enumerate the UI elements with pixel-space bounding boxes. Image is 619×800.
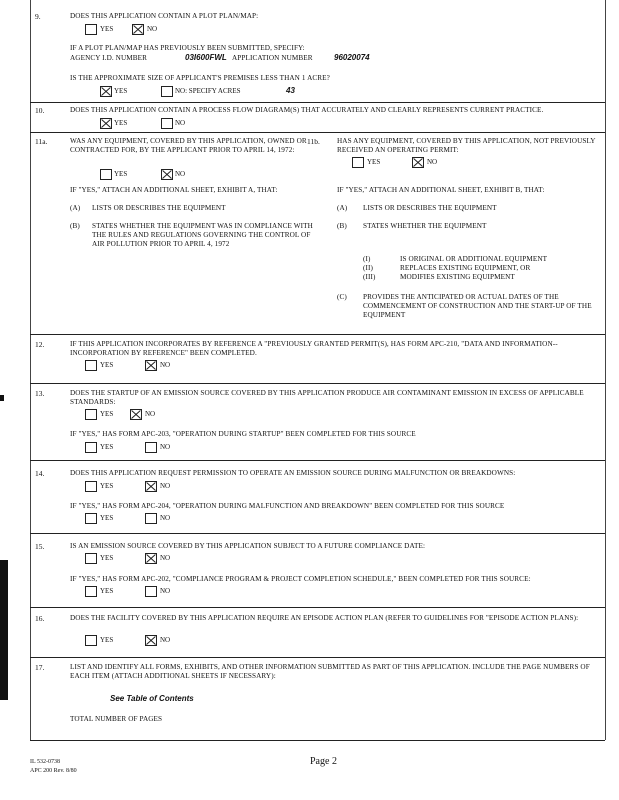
yes-checkbox[interactable] — [100, 86, 112, 97]
followup-yes-checkbox[interactable] — [85, 513, 97, 524]
section-number: 14. — [35, 469, 45, 478]
application-number-label: APPLICATION NUMBER — [232, 54, 313, 62]
list-mark: (B) — [337, 222, 347, 230]
followup-no-checkbox[interactable] — [145, 442, 157, 453]
no-checkbox[interactable] — [132, 24, 144, 35]
list-mark: (A) — [337, 204, 348, 212]
yes-checkbox[interactable] — [85, 24, 97, 35]
no-label: NO — [427, 158, 438, 166]
agency-id-label: AGENCY I.D. NUMBER — [70, 54, 148, 62]
scan-edge-mark — [0, 560, 8, 700]
no-label: NO — [145, 410, 156, 418]
section-17 — [30, 657, 605, 741]
sub-list-mark: (I) — [363, 255, 371, 263]
scan-edge-mark — [0, 395, 4, 401]
section-number-11b: 11b. — [307, 137, 320, 146]
question-text: IF THIS APPLICATION INCORPORATES BY REFERENCE A "PREVIOUSLY GRANTED PERMIT(S), HAS FORM APC-210, "DATA AND INFORMATION--INCORPORATION BY REFERENCE" BEEN COMPLETED. — [70, 340, 558, 357]
yes-label: YES — [100, 361, 114, 369]
total-pages-label: TOTAL NUMBER OF PAGES — [70, 715, 163, 723]
section-11 — [30, 132, 605, 335]
section-number: 13. — [35, 389, 45, 398]
no-checkbox[interactable] — [145, 553, 157, 564]
list-item: STATES WHETHER THE EQUIPMENT — [363, 222, 487, 230]
form-revision: APC 200 Rev. 8/80 — [30, 768, 77, 774]
yes-label: YES — [100, 554, 114, 562]
no-checkbox[interactable] — [161, 86, 173, 97]
yes-label: YES — [114, 119, 128, 127]
list-item: STATES WHETHER THE EQUIPMENT WAS IN COMPLIANCE WITH THE RULES AND REGULATIONS GOVERNING THE CONTROL OF AIR POLLUTION PRIOR TO APRIL 4, 1972 — [92, 222, 313, 248]
section-14 — [30, 460, 605, 534]
followup-question: IF "YES," HAS FORM APC-202, "COMPLIANCE PROGRAM & PROJECT COMPLETION SCHEDULE," BEEN COMPLETED FOR THIS SOURCE: — [70, 575, 531, 583]
11b-yes-checkbox[interactable] — [352, 157, 364, 168]
yes-checkbox[interactable] — [85, 635, 97, 646]
form-code: IL 532-0738 — [30, 759, 60, 765]
yes-label: YES — [100, 25, 114, 33]
yes-label: YES — [114, 170, 128, 178]
list-item: LISTS OR DESCRIBES THE EQUIPMENT — [363, 204, 497, 212]
section-9 — [30, 8, 605, 102]
sub-list-item: REPLACES EXISTING EQUIPMENT, OR — [400, 264, 531, 272]
section-13 — [30, 383, 605, 461]
no-label: NO — [175, 119, 186, 127]
question-11a: WAS ANY EQUIPMENT, COVERED BY THIS APPLICATION, OWNED OR CONTRACTED FOR, BY THE APPLICANT PRIOR TO APRIL 14, 1972: — [70, 137, 307, 154]
no-checkbox[interactable] — [145, 481, 157, 492]
no-specify-label: NO: SPECIFY ACRES — [175, 87, 241, 95]
section-15 — [30, 533, 605, 608]
no-label: NO — [147, 25, 158, 33]
followup-no-checkbox[interactable] — [145, 513, 157, 524]
no-label: NO — [160, 587, 171, 595]
11a-yes-checkbox[interactable] — [100, 169, 112, 180]
yes-label: YES — [114, 87, 128, 95]
agency-id-value: 03I600FWL — [185, 53, 227, 62]
question-text: IS AN EMISSION SOURCE COVERED BY THIS APPLICATION SUBJECT TO A FUTURE COMPLIANCE DATE: — [70, 542, 426, 550]
question-text: LIST AND IDENTIFY ALL FORMS, EXHIBITS, AND OTHER INFORMATION SUBMITTED AS PART OF THIS APPLICATION. INCLUDE THE PAGE NUMBERS OF EACH ITEM (ATTACH ADDITIONAL SHEETS IF NECESSARY): — [70, 663, 590, 680]
no-label: NO — [175, 170, 186, 178]
no-label: NO — [160, 554, 171, 562]
application-number-value: 96020074 — [334, 53, 370, 62]
no-checkbox[interactable] — [161, 118, 173, 129]
section-number: 10. — [35, 106, 45, 115]
yes-checkbox[interactable] — [85, 481, 97, 492]
list-mark: (A) — [70, 204, 81, 212]
no-label: NO — [160, 443, 171, 451]
question-text: DOES THIS APPLICATION REQUEST PERMISSION TO OPERATE AN EMISSION SOURCE DURING MALFUNCTION OR BREAKDOWNS: — [70, 469, 516, 477]
11b-no-checkbox[interactable] — [412, 157, 424, 168]
no-label: NO — [160, 482, 171, 490]
margin-line — [605, 0, 606, 740]
section-12 — [30, 334, 605, 384]
no-label: NO — [160, 514, 171, 522]
section-16 — [30, 607, 605, 658]
no-checkbox[interactable] — [145, 360, 157, 371]
section-10 — [30, 102, 605, 133]
yes-checkbox[interactable] — [85, 553, 97, 564]
sub-list-mark: (III) — [363, 273, 376, 281]
question-text: IS THE APPROXIMATE SIZE OF APPLICANT'S PREMISES LESS THAN 1 ACRE? — [70, 74, 330, 82]
list-item: LISTS OR DESCRIBES THE EQUIPMENT — [92, 204, 226, 212]
question-text: IF A PLOT PLAN/MAP HAS PREVIOUSLY BEEN SUBMITTED, SPECIFY: — [70, 44, 305, 52]
section-number: 9. — [35, 12, 41, 21]
section-number: 12. — [35, 340, 45, 349]
section-number-11a: 11a. — [35, 137, 48, 146]
yes-label: YES — [100, 410, 114, 418]
no-checkbox[interactable] — [130, 409, 142, 420]
section-number: 17. — [35, 663, 45, 672]
yes-checkbox[interactable] — [85, 360, 97, 371]
question-text: DOES THIS APPLICATION CONTAIN A PLOT PLAN/MAP: — [70, 12, 259, 20]
no-checkbox[interactable] — [145, 635, 157, 646]
list-mark: (C) — [337, 293, 347, 301]
handwritten-entry: See Table of Contents — [110, 694, 194, 703]
yes-label: YES — [100, 482, 114, 490]
11a-no-checkbox[interactable] — [161, 169, 173, 180]
question-text: DOES THIS APPLICATION CONTAIN A PROCESS FLOW DIAGRAM(S) THAT ACCURATELY AND CLEARLY REPRESENTS CURRENT PRACTICE. — [70, 106, 544, 114]
question-11b: HAS ANY EQUIPMENT, COVERED BY THIS APPLICATION, NOT PREVIOUSLY RECEIVED AN OPERATING PERMIT: — [337, 137, 596, 154]
followup-question: IF "YES," HAS FORM APC-204, "OPERATION DURING MALFUNCTION AND BREAKDOWN" BEEN COMPLETED FOR THIS SOURCE — [70, 502, 505, 510]
followup-no-checkbox[interactable] — [145, 586, 157, 597]
yes-label: YES — [100, 636, 114, 644]
yes-checkbox[interactable] — [100, 118, 112, 129]
list-mark: (B) — [70, 222, 80, 230]
section-number: 16. — [35, 614, 45, 623]
followup-question: IF "YES," HAS FORM APC-203, "OPERATION DURING STARTUP" BEEN COMPLETED FOR THIS SOURCE — [70, 430, 416, 438]
yes-label: YES — [100, 587, 114, 595]
exhibit-a-instruction: IF "YES," ATTACH AN ADDITIONAL SHEET, EXHIBIT A, THAT: — [70, 186, 278, 194]
yes-checkbox[interactable] — [85, 409, 97, 420]
no-label: NO — [160, 636, 171, 644]
question-text: DOES THE FACILITY COVERED BY THIS APPLICATION REQUIRE AN EPISODE ACTION PLAN (REFER TO GUIDELINES FOR "EPISODE ACTION PLANS): — [70, 614, 579, 622]
yes-label: YES — [100, 514, 114, 522]
list-item: PROVIDES THE ANTICIPATED OR ACTUAL DATES OF THE COMMENCEMENT OF CONSTRUCTION AND THE START-UP OF THE EQUIPMENT — [363, 293, 592, 319]
no-label: NO — [160, 361, 171, 369]
page-number: Page 2 — [310, 756, 337, 767]
sub-list-item: IS ORIGINAL OR ADDITIONAL EQUIPMENT — [400, 255, 548, 263]
followup-yes-checkbox[interactable] — [85, 586, 97, 597]
followup-yes-checkbox[interactable] — [85, 442, 97, 453]
sub-list-item: MODIFIES EXISTING EQUIPMENT — [400, 273, 515, 281]
section-number: 15. — [35, 542, 45, 551]
yes-label: YES — [100, 443, 114, 451]
yes-label: YES — [367, 158, 381, 166]
sub-list-mark: (II) — [363, 264, 373, 272]
acres-value: 43 — [286, 86, 295, 95]
exhibit-b-instruction: IF "YES," ATTACH AN ADDITIONAL SHEET, EXHIBIT B, THAT: — [337, 186, 545, 194]
question-text: DOES THE STARTUP OF AN EMISSION SOURCE COVERED BY THIS APPLICATION PRODUCE AIR CONTAMINANT EMISSION IN EXCESS OF APPLICABLE STANDARDS: — [70, 389, 584, 406]
